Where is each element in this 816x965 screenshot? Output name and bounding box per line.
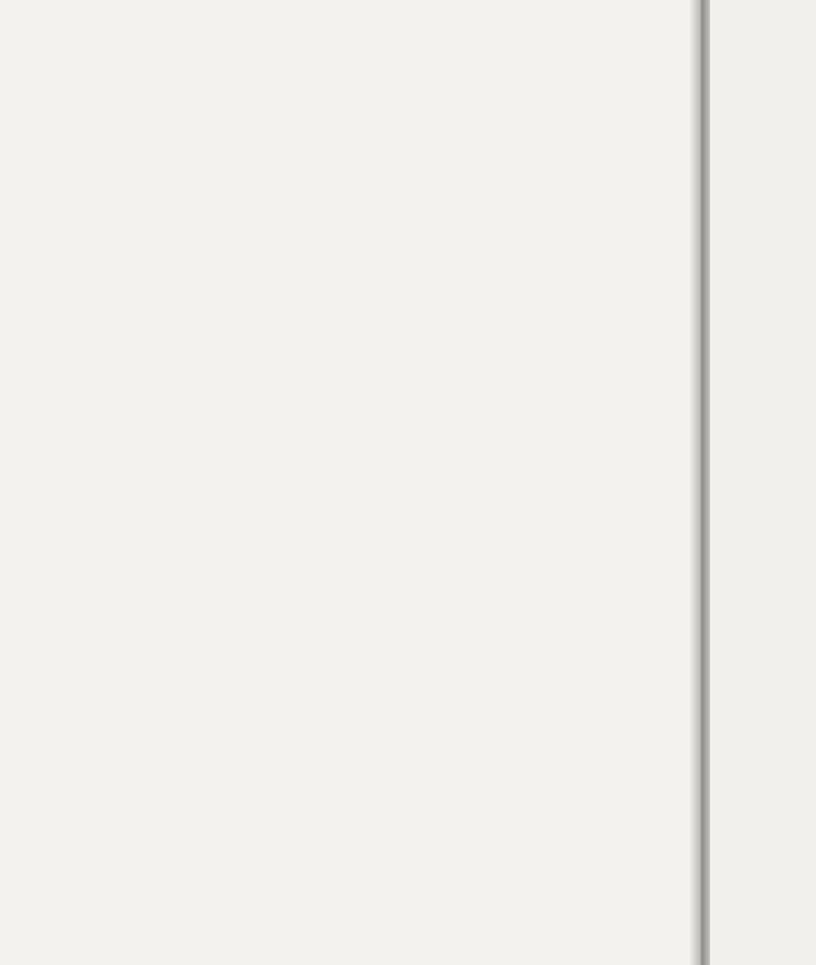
book-gutter (690, 0, 712, 965)
middle-band (0, 348, 692, 610)
facing-page (710, 0, 816, 965)
facing-bottom-band (710, 602, 816, 860)
facing-top-band (710, 80, 816, 342)
bottom-band (0, 602, 692, 860)
top-band (0, 80, 692, 342)
facing-middle-band (710, 348, 816, 610)
